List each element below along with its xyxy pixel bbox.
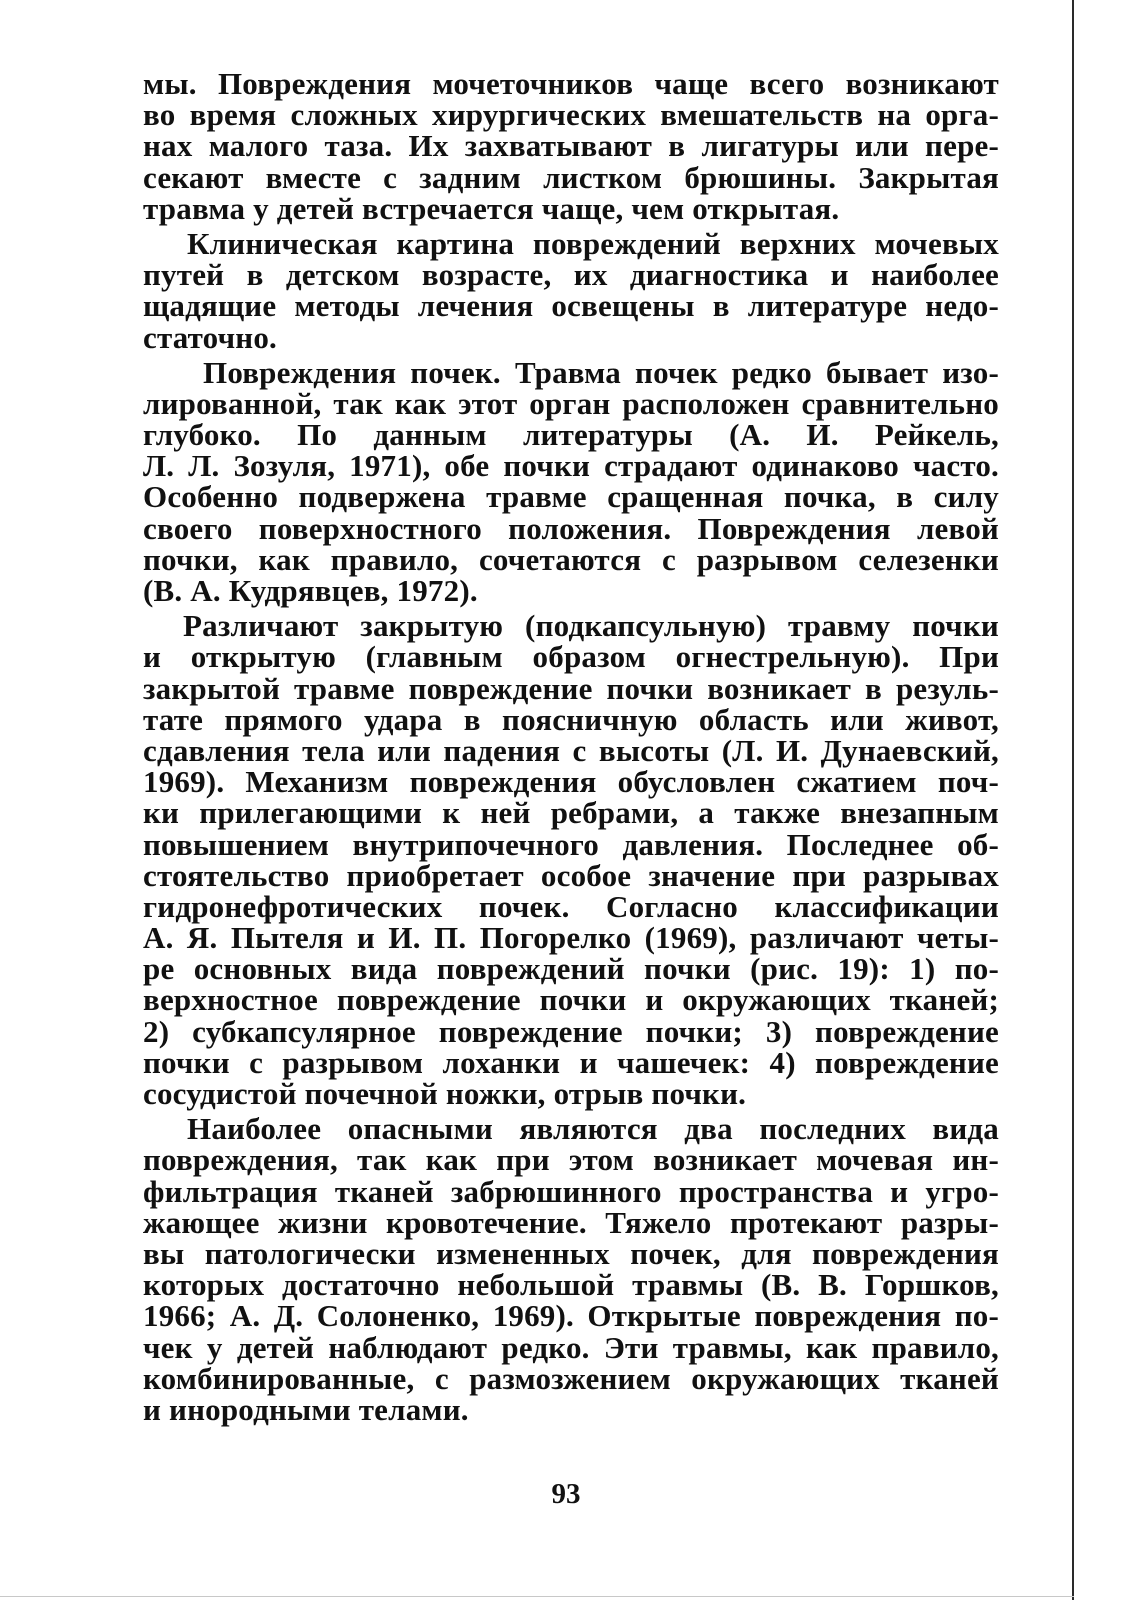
paragraph-closed-open-trauma xyxy=(143,610,999,1109)
text-line: и инородными телами. xyxy=(143,1391,469,1427)
text-line: 1966; А. Д. Солоненко, 1969). Открытые повреждения по- xyxy=(143,1298,999,1334)
text-line: ки прилегающими к ней ребрами, а также внезапным xyxy=(143,795,999,831)
text-line: Наиболее опасными являются два последних вида xyxy=(187,1111,999,1147)
text-line: фильтрация тканей забрюшинного пространства и угро- xyxy=(143,1173,999,1209)
text-line: и открытую (главным образом огнестрельную). При xyxy=(143,639,999,675)
text-line: нах малого таза. Их захватывают в лигатуры или пере- xyxy=(143,128,999,164)
text-line: своего поверхностного положения. Повреждения левой xyxy=(143,510,999,546)
paragraph-clinical-picture xyxy=(143,225,999,355)
text-line: травма у детей встречается чаще, чем открытая. xyxy=(143,190,840,226)
page-bottom-edge xyxy=(0,1596,1074,1597)
text-line: Л. Л. Зозуля, 1971), обе почки страдают одинаково часто. xyxy=(143,448,999,484)
section-heading: Повреждения почек. xyxy=(203,354,501,390)
text-line: повреждения, так как при этом возникает мочевая ин- xyxy=(143,1142,999,1178)
body-text xyxy=(143,68,999,1429)
text-line: которых достаточно небольшой травмы (В. В. Горшков, xyxy=(143,1267,999,1303)
page-edge-rule xyxy=(1072,0,1074,1600)
text-line: Клиническая картина повреждений верхних мочевых xyxy=(187,225,999,261)
text-line: щадящие методы лечения освещены в литературе недо- xyxy=(143,288,999,324)
text-line: статочно. xyxy=(143,319,277,355)
page-number: 93 xyxy=(551,1478,581,1510)
text-line: вы патологически измененных почек, для повреждения xyxy=(143,1235,999,1271)
text-line: гидронефротических почек. Согласно классификации xyxy=(143,888,999,924)
text-line: почки, как правило, сочетаются с разрывом селезенки xyxy=(143,541,999,577)
text-line: чек у детей наблюдают редко. Эти травмы, как правило, xyxy=(143,1329,999,1365)
text-line: Особенно подвержена травме сращенная почка, в силу xyxy=(143,479,999,515)
text-line: мы. Повреждения мочеточников чаще всего возникают xyxy=(143,66,999,101)
text-line: тате прямого удара в поясничную область или живот, xyxy=(143,701,999,737)
text-line: закрытой травме повреждение почки возникает в резуль- xyxy=(143,670,999,706)
text-line: сосудистой почечной ножки, отрыв почки. xyxy=(143,1076,747,1111)
text-line: жающее жизни кровотечение. Тяжело протекают разры- xyxy=(143,1204,999,1240)
text-line: ре основных вида повреждений почки (рис. 19): 1) по- xyxy=(143,951,999,987)
text-line: Различают закрытую (подкапсульную) травму почки xyxy=(183,608,999,644)
text-line: повышением внутрипочечного давления. Последнее об- xyxy=(143,826,999,862)
paragraph-most-dangerous xyxy=(143,1113,999,1425)
text-line: глубоко. По данным литературы (А. И. Рейкель, xyxy=(143,417,999,453)
text-line: лированной, так как этот орган расположен сравнительно xyxy=(143,385,999,421)
text-line: почки с разрывом лоханки и чашечек: 4) повреждение xyxy=(143,1044,999,1080)
paragraph-kidney-injuries xyxy=(143,354,999,608)
heading-line-rest: Травма почек редко бывает изо- xyxy=(514,354,999,390)
text-line: 1969). Механизм повреждения обусловлен сжатием поч- xyxy=(143,764,999,800)
text-line: комбинированные, с размозжением окружающих тканей xyxy=(143,1360,999,1396)
text-line: 2) субкапсулярное повреждение почки; 3) повреждение xyxy=(143,1013,999,1049)
text-line: верхностное повреждение почки и окружающих тканей; xyxy=(143,982,999,1018)
text-line: сдавления тела или падения с высоты (Л. И. Дунаевский, xyxy=(143,732,999,768)
paragraph-ureter-injuries xyxy=(143,68,999,224)
text-line: стоятельство приобретает особое значение при разрывах xyxy=(143,857,999,893)
text-line: во время сложных хирургических вмешательств на орга- xyxy=(143,97,999,133)
text-line: (В. А. Кудрявцев, 1972). xyxy=(143,573,478,608)
text-line: путей в детском возрасте, их диагностика и наиболее xyxy=(143,257,999,293)
text-line: А. Я. Пытеля и И. П. Погорелко (1969), различают четы- xyxy=(143,920,999,956)
text-line-with-heading xyxy=(143,354,999,390)
text-line: секают вместе с задним листком брюшины. Закрытая xyxy=(143,159,999,195)
